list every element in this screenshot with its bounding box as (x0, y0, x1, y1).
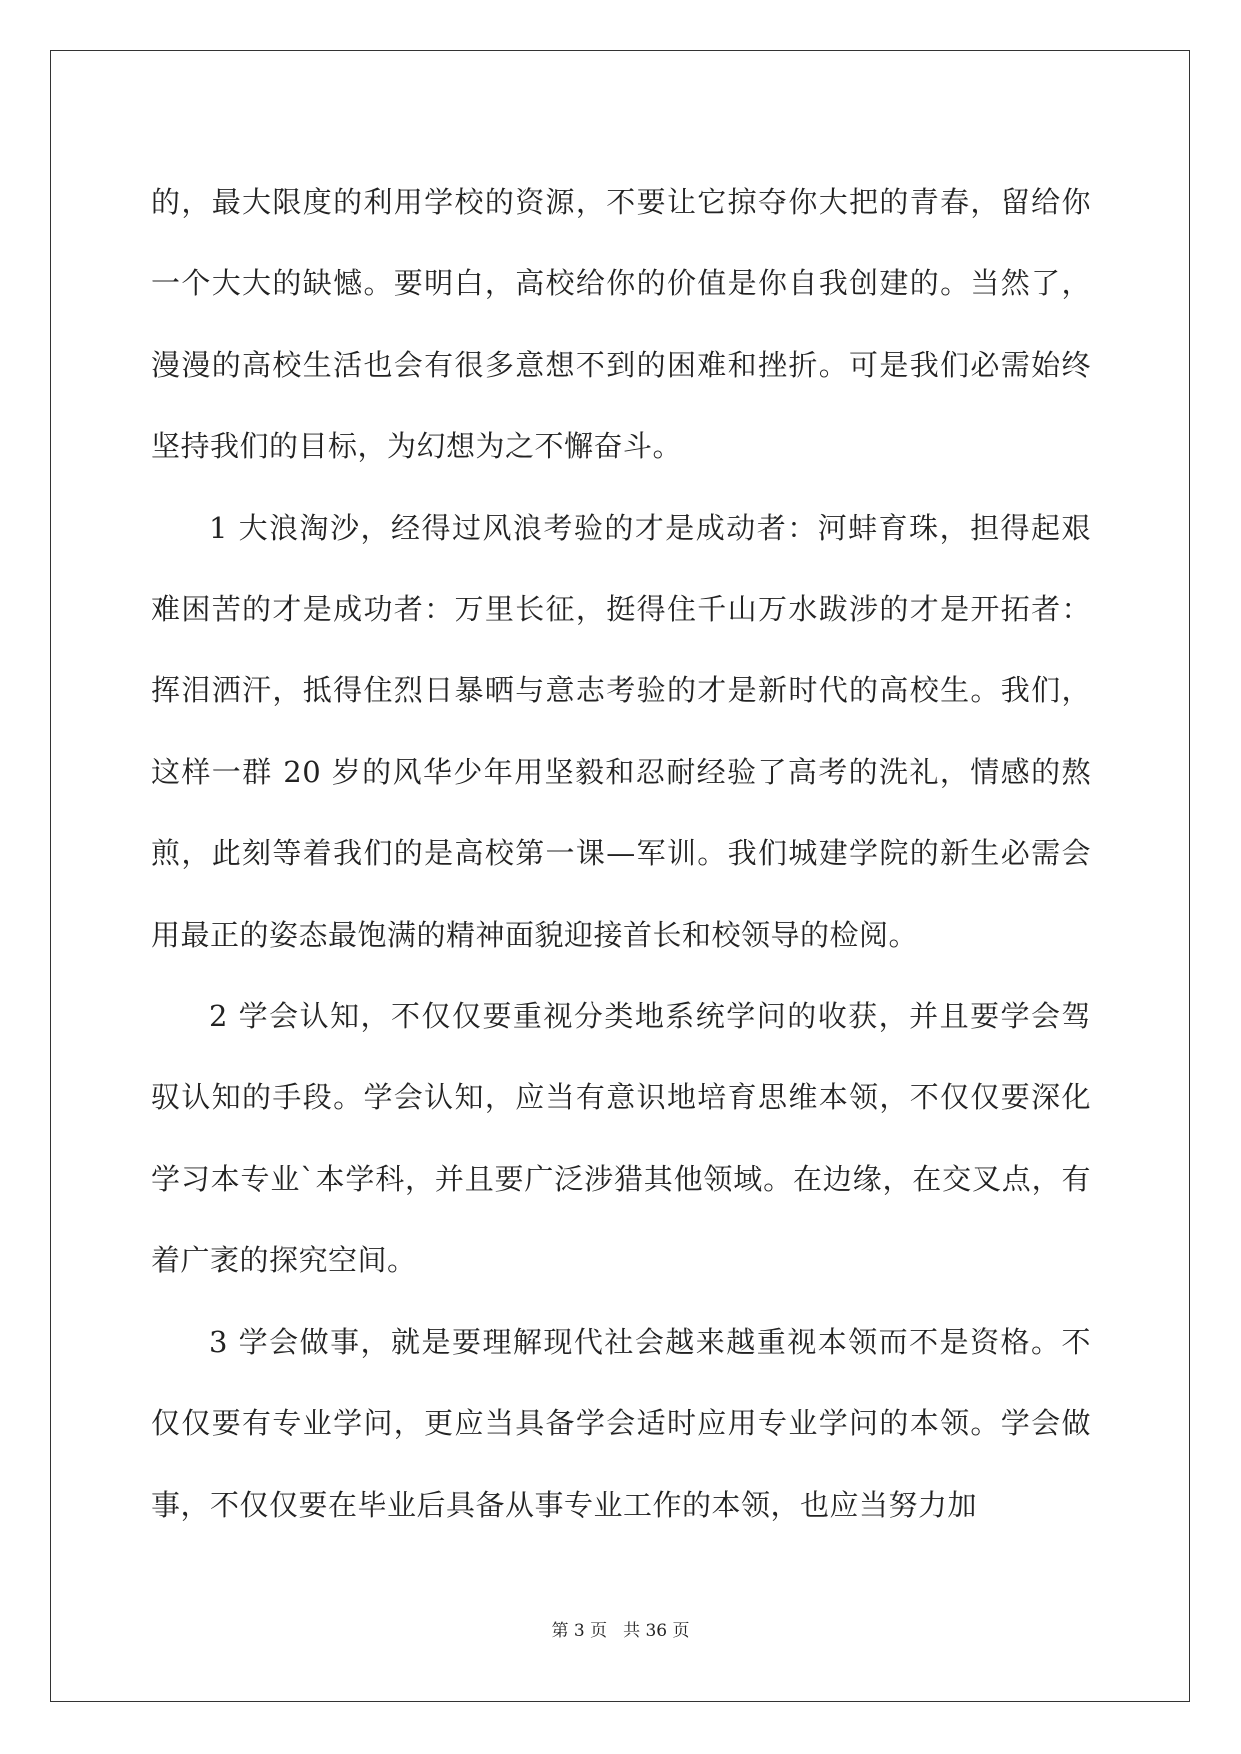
paragraph-3: 3 学会做事，就是要理解现代社会越来越重视本领而不是资格。不仅仅要有专业学问，更应当具备学会适时应用专业学问的本领。学会做事，不仅仅要在毕业后具备从事专业工作的本领，也应当努力加 (151, 1324, 1091, 1522)
paragraph-continuation: 的，最大限度的利用学校的资源，不要让它掠夺你大把的青春，留给你一个大大的缺憾。要明白，高校给你的价值是你自我创建的。当然了，漫漫的高校生活也会有很多意想不到的困难和挫折。可是我们必需始终坚持我们的目标，为幻想为之不懈奋斗。 (151, 185, 1091, 464)
page-total: 共 36 页 (623, 1621, 690, 1641)
page-number: 第 3 页 (551, 1621, 608, 1641)
document-body (151, 162, 1091, 1546)
paragraph-1: 1 大浪淘沙，经得过风浪考验的才是成动者：河蚌育珠，担得起艰难困苦的才是成功者：万里长征，挺得住千山万水跋涉的才是开拓者：挥泪洒汗，抵得住烈日暴晒与意志考验的才是新时代的高校生。我们，这样一群 20 岁的风华少年用坚毅和忍耐经验了高考的洗礼，情感的熬煎，此刻等着我们的是高校第一课—军训。我们城建学院的新生必需会用最正的姿态最饱满的精神面貌迎接首长和校领导的检阅。 (151, 510, 1091, 952)
page-footer (0, 1616, 1241, 1641)
paragraph-2: 2 学会认知，不仅仅要重视分类地系统学问的收获，并且要学会驾驭认知的手段。学会认知，应当有意识地培育思维本领，不仅仅要深化学习本专业`本学科，并且要广泛涉猎其他领域。在边缘，在交叉点，有着广袤的探究空间。 (151, 999, 1091, 1278)
